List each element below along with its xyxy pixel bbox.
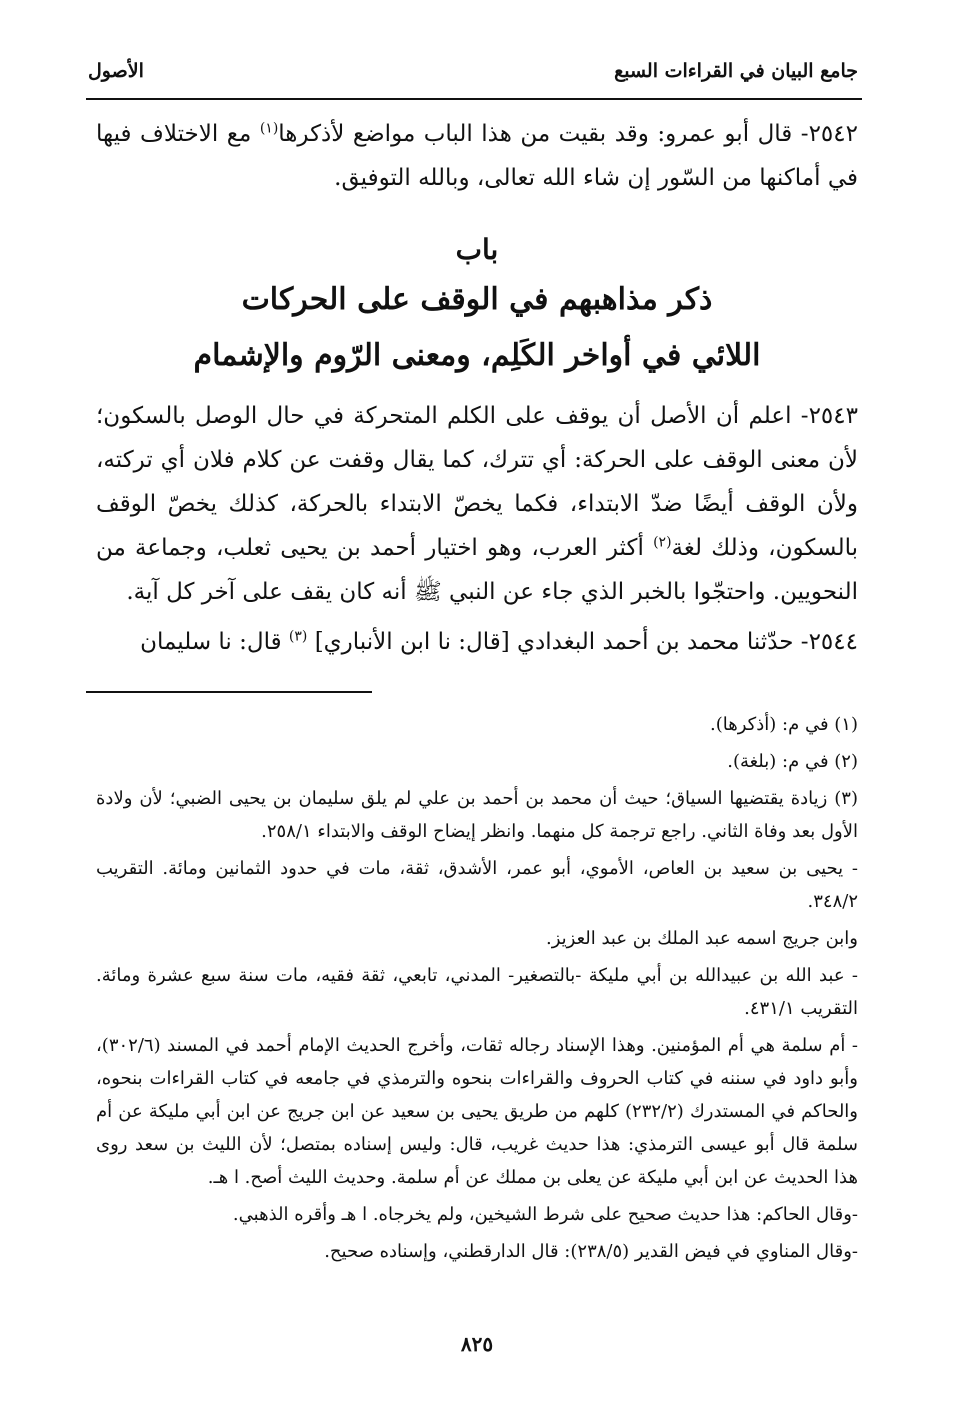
footnote-3-munawi: -وقال المناوي في فيض القدير (٢٣٨/٥): قال الدارقطني، وإسناده صحيح. xyxy=(324,1241,858,1262)
footnote-3-umm-salama: - أم سلمة هي أم المؤمنين. وهذا الإسناد رجاله ثقات، وأخرج الحديث الإمام أحمد في المسند (٣٠٢/٦)، وأبو داود في سننه في كتاب الحروف والقراءات بنحوه والترمذي في جامعه في كتاب القراءات بنحوه، والحاكم في المستدرك (٢٣٢/٢) كلهم من طريق يحيى بن سعيد عن ابن جريج عن ابن أبي مليكة عن أم سلمة قال أبو عيسى الترمذي: هذا حديث غريب، قال: وليس إسناده بمتصل؛ لأن الليث بن سعد روى هذا الحديث عن ابن أبي مليكة عن يعلى بن مملك عن أم سلمة. وحديث الليث أصح. ا هـ. xyxy=(96,1035,859,1188)
footnote-marker-2: (٢) xyxy=(653,534,672,551)
page-number: ٨٢٥ xyxy=(460,1332,494,1356)
paragraph-2542 xyxy=(96,112,858,200)
footnotes xyxy=(96,708,858,1272)
paragraph-2542-text: ٢٥٤٢- قال أبو عمرو: وقد بقيت من هذا الباب مواضع لأذكرها xyxy=(278,121,858,147)
paragraph-2544-text: ٢٥٤٤- حدّثنا محمد بن أحمد البغدادي [قال: نا ابن الأنباري] xyxy=(314,629,858,655)
paragraph-2543-text: ٢٥٤٣- اعلم أن الأصل أن يوقف على الكلم المتحركة في حال الوصل بالسكون؛ لأن معنى الوقف على الحركة: أي تترك، كما يقال وقفت عن كلام فلان أي تركته، ولأن الوقف أيضًا ضدّ الابتداء، فكما يخصّ الابتداء بالحركة، كذلك يخصّ الوقف بالسكون، وذلك لغة xyxy=(96,403,858,561)
paragraph-2544-text-end: قال: نا سليمان xyxy=(140,629,289,655)
footnote-marker-3: (٣) xyxy=(288,628,308,645)
header-section-title: الأصول xyxy=(88,60,144,82)
header-rule xyxy=(86,98,862,100)
footnote-marker-1: (١) xyxy=(259,120,279,137)
paragraph-2543-text-end: أكثر العرب، وهو اختيار أحمد بن يحيى ثعلب، وجماعة من النحويين. واحتجّوا بالخبر الذي جاء عن النبي ﷺ أنه كان يقف على آخر كل آية. xyxy=(96,535,858,605)
chapter-label: باب xyxy=(455,233,499,266)
chapter-title-line-2: اللائي في أواخر الكَلِم، ومعنى الرّوم والإشمام xyxy=(193,338,761,373)
footnote-3: (٣) زيادة يقتضيها السياق؛ حيث أن محمد بن أحمد بن علي لم يلق سليمان بن يحيى الضبي؛ لأن ولادة الأول بعد وفاة الثاني. راجع ترجمة كل منهما. وانظر إيضاح الوقف والابتداء ٢٥٨/١. xyxy=(96,788,858,842)
footnote-3-yahya: - يحيى بن سعيد بن العاص، الأموي، أبو عمر، الأشدق، ثقة، مات في حدود الثمانين ومائة. التقريب ٣٤٨/٢. xyxy=(96,858,858,912)
footnote-separator xyxy=(86,691,372,693)
main-text xyxy=(96,112,858,664)
footnote-3-ibn-jurayj: وابن جريج اسمه عبد الملك بن عبد العزيز. xyxy=(545,928,858,949)
paragraph-2544 xyxy=(96,620,858,664)
chapter-heading xyxy=(96,228,858,384)
running-header xyxy=(88,60,858,98)
paragraph-2543 xyxy=(96,394,858,614)
footnote-3-ibn-abi-mulayka: - عبد الله بن عبيدالله بن أبي مليكة -بالتصغير- المدني، تابعي، ثقة فقيه، مات سنة سبع عشرة ومائة. التقريب ٤٣١/١. xyxy=(96,965,858,1019)
header-book-title: جامع البيان في القراءات السبع xyxy=(614,60,858,82)
footnote-3-hakim: -وقال الحاكم: هذا حديث صحيح على شرط الشيخين، ولم يخرجاه. ا هـ وأقره الذهبي. xyxy=(232,1204,858,1225)
footnote-1: (١) في م: (أذكرها). xyxy=(710,714,858,735)
chapter-title-line-1: ذكر مذاهبهم في الوقف على الحركات xyxy=(241,282,713,317)
footnote-2: (٢) في م: (بلغة). xyxy=(727,751,858,772)
paragraph-2542-text-end: مع الاختلاف فيها في أماكنها من السّور إن شاء الله تعالى، وبالله التوفيق. xyxy=(96,121,858,191)
